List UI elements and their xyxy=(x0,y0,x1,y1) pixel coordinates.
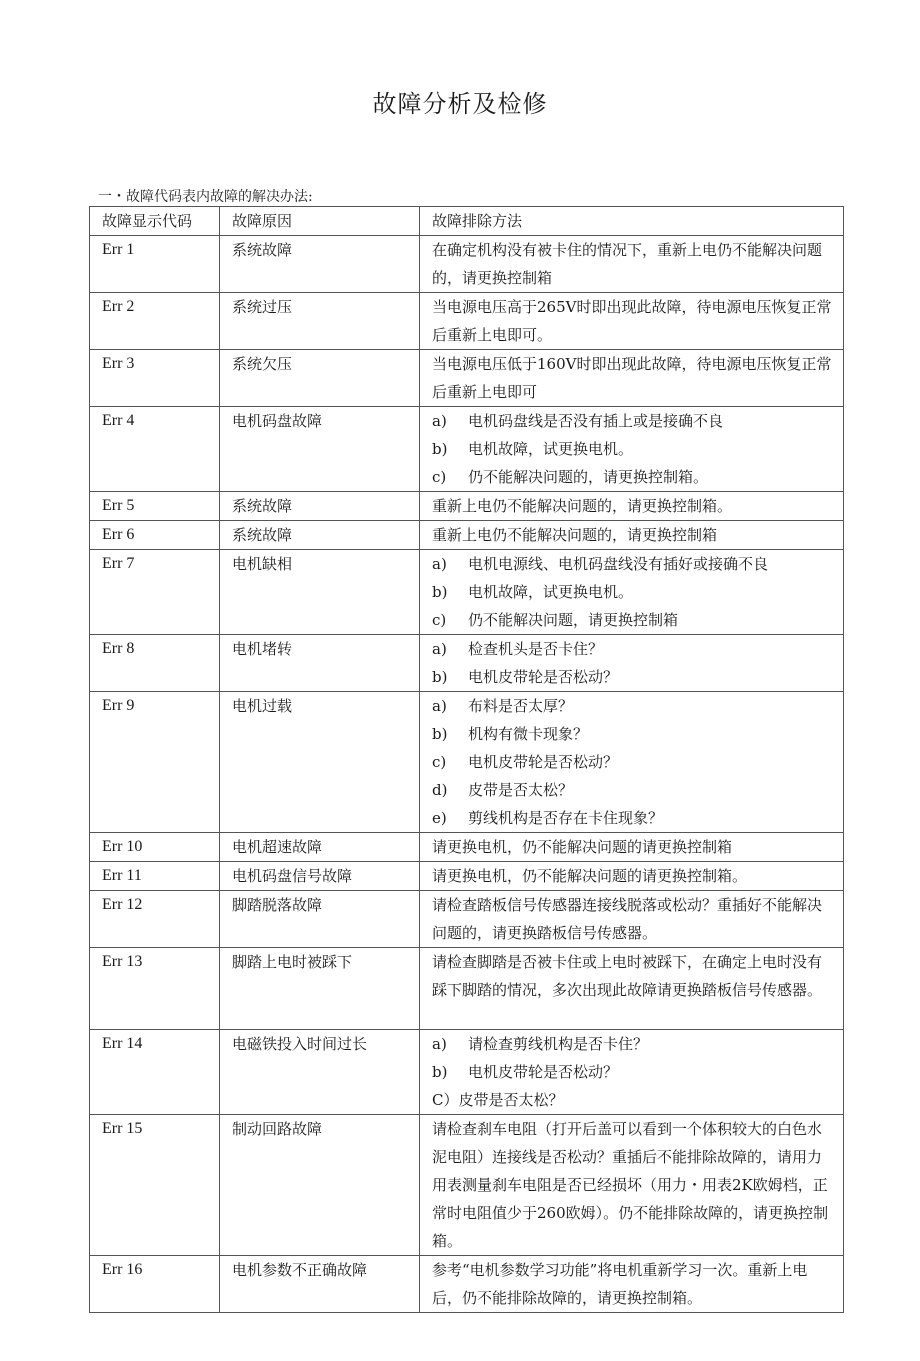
solution-item-text: 请检查剪线机构是否卡住？ xyxy=(468,1035,649,1053)
fault-solution: 请更换电机，仍不能解决问题的请更换控制箱 xyxy=(420,833,844,862)
fault-solution: 请检查踏板信号传感器连接线脱落或松动？重插好不能解决问题的，请更换踏板信号传感器。 xyxy=(420,891,844,948)
fault-cause: 电机过载 xyxy=(220,692,420,833)
fault-code: Err 13 xyxy=(90,948,220,1030)
fault-cause: 电磁铁投入时间过长 xyxy=(220,1030,420,1115)
solution-item xyxy=(432,407,835,435)
table-row xyxy=(90,492,844,521)
solution-item-text: 电机电源线、电机码盘线没有插好或接确不良 xyxy=(468,555,769,573)
fault-cause: 系统故障 xyxy=(220,492,420,521)
fault-cause: 脚踏脱落故障 xyxy=(220,891,420,948)
solution-item xyxy=(432,663,835,691)
header-solution: 故障排除方法 xyxy=(420,207,844,236)
solution-item-text: 仍不能解决问题，请更换控制箱 xyxy=(468,611,679,629)
fault-solution: 在确定机构没有被卡住的情况下，重新上电仍不能解决问题的，请更换控制箱 xyxy=(420,236,844,293)
solution-item-text: 电机皮带轮是否松动？ xyxy=(468,753,619,771)
solution-item-text: 皮带是否太松？ xyxy=(468,781,574,799)
section-heading: 一・故障代码表内故障的解决办法: xyxy=(98,189,313,205)
fault-cause: 系统故障 xyxy=(220,521,420,550)
table-body xyxy=(90,236,844,1313)
solution-item-label: a) xyxy=(432,412,447,430)
table-row xyxy=(90,550,844,635)
solution-item xyxy=(432,550,835,578)
table-header-row xyxy=(90,207,844,236)
solution-item xyxy=(432,748,835,776)
table-row xyxy=(90,1256,844,1313)
solution-item-label: C） xyxy=(432,1091,459,1109)
solution-item-label: c) xyxy=(432,611,447,629)
table-row xyxy=(90,236,844,293)
fault-solution xyxy=(420,692,844,833)
solution-item-text: 电机皮带轮是否松动？ xyxy=(468,668,619,686)
fault-solution: 参考“电机参数学习功能”将电机重新学习一次。重新上电后，仍不能排除故障的，请更换控制箱。 xyxy=(420,1256,844,1313)
fault-code: Err 1 xyxy=(90,236,220,293)
solution-item-label: b) xyxy=(432,1063,448,1081)
solution-item-label: a) xyxy=(432,1035,447,1053)
table-row xyxy=(90,1115,844,1256)
solution-item-label: c) xyxy=(432,753,447,771)
solution-item xyxy=(432,1058,835,1086)
solution-item xyxy=(432,1030,835,1058)
solution-item-text: 检查机头是否卡住？ xyxy=(468,640,604,658)
table-row xyxy=(90,635,844,692)
solution-item-text: 电机皮带轮是否松动？ xyxy=(468,1063,619,1081)
fault-solution: 重新上电仍不能解决问题的，请更换控制箱 xyxy=(420,521,844,550)
solution-item-text: 电机故障，试更换电机。 xyxy=(468,440,634,458)
fault-code: Err 10 xyxy=(90,833,220,862)
table-row xyxy=(90,948,844,1030)
solution-item xyxy=(432,804,835,832)
fault-code: Err 7 xyxy=(90,550,220,635)
solution-item xyxy=(432,435,835,463)
solution-item xyxy=(432,578,835,606)
solution-item xyxy=(432,692,835,720)
fault-cause: 电机参数不正确故障 xyxy=(220,1256,420,1313)
fault-cause: 系统故障 xyxy=(220,236,420,293)
fault-code: Err 5 xyxy=(90,492,220,521)
fault-code: Err 14 xyxy=(90,1030,220,1115)
fault-code-table xyxy=(89,206,844,1313)
solution-item-label: b) xyxy=(432,725,448,743)
solution-item-text: 剪线机构是否存在卡住现象？ xyxy=(468,809,664,827)
header-cause: 故障原因 xyxy=(220,207,420,236)
fault-code: Err 4 xyxy=(90,407,220,492)
table-row xyxy=(90,833,844,862)
fault-cause: 电机缺相 xyxy=(220,550,420,635)
fault-cause: 电机堵转 xyxy=(220,635,420,692)
table-row xyxy=(90,293,844,350)
solution-item-text: 仍不能解决问题的，请更换控制箱。 xyxy=(468,468,709,486)
solution-item xyxy=(432,606,835,634)
table-row xyxy=(90,407,844,492)
fault-code: Err 15 xyxy=(90,1115,220,1256)
table-row xyxy=(90,891,844,948)
solution-item-label: a) xyxy=(432,555,447,573)
fault-code: Err 11 xyxy=(90,862,220,891)
fault-cause: 电机码盘故障 xyxy=(220,407,420,492)
fault-code: Err 2 xyxy=(90,293,220,350)
table-row xyxy=(90,350,844,407)
solution-item-label: d) xyxy=(432,781,448,799)
fault-solution xyxy=(420,550,844,635)
solution-item-text: 机构有微卡现象？ xyxy=(468,725,589,743)
solution-item xyxy=(432,463,835,491)
solution-item-text: 布料是否太厚？ xyxy=(468,697,574,715)
fault-cause: 制动回路故障 xyxy=(220,1115,420,1256)
fault-solution: 请检查脚踏是否被卡住或上电时被踩下，在确定上电时没有踩下脚踏的情况，多次出现此故障请更换踏板信号传感器。 xyxy=(420,948,844,1030)
fault-cause: 脚踏上电时被踩下 xyxy=(220,948,420,1030)
fault-code: Err 12 xyxy=(90,891,220,948)
fault-solution xyxy=(420,407,844,492)
fault-solution: 请更换电机，仍不能解决问题的请更换控制箱。 xyxy=(420,862,844,891)
solution-item-label: e) xyxy=(432,809,447,827)
solution-item-label: b) xyxy=(432,668,448,686)
fault-code: Err 8 xyxy=(90,635,220,692)
solution-item xyxy=(432,776,835,804)
fault-solution: 请检查刹车电阻（打开后盖可以看到一个体积较大的白色水泥电阻）连接线是否松动？重插后不能排除故障的，请用力用表测量刹车电阻是否已经损坏（用力・用表2K欧姆档，正常时电阻值少于260欧姆）。仍不能排除故障的，请更换控制箱。 xyxy=(420,1115,844,1256)
solution-item-label: a) xyxy=(432,640,447,658)
solution-item-text: 皮带是否太松？ xyxy=(458,1091,564,1109)
fault-cause: 系统过压 xyxy=(220,293,420,350)
fault-solution: 当电源电压高于265V时即出现此故障，待电源电压恢复正常后重新上电即可。 xyxy=(420,293,844,350)
fault-solution xyxy=(420,635,844,692)
solution-item-text: 电机故障，试更换电机。 xyxy=(468,583,634,601)
fault-cause: 电机超速故障 xyxy=(220,833,420,862)
fault-solution xyxy=(420,1030,844,1115)
fault-code: Err 9 xyxy=(90,692,220,833)
solution-item-label: c) xyxy=(432,468,447,486)
table-row xyxy=(90,521,844,550)
fault-cause: 电机码盘信号故障 xyxy=(220,862,420,891)
solution-item-text: 电机码盘线是否没有插上或是接确不良 xyxy=(468,412,724,430)
solution-item-label: b) xyxy=(432,583,448,601)
fault-cause: 系统欠压 xyxy=(220,350,420,407)
solution-item xyxy=(432,635,835,663)
table-row xyxy=(90,1030,844,1115)
table-row xyxy=(90,862,844,891)
fault-code: Err 3 xyxy=(90,350,220,407)
page-title: 故障分析及检修 xyxy=(372,90,548,118)
solution-item-label: b) xyxy=(432,440,448,458)
solution-item xyxy=(432,720,835,748)
solution-item xyxy=(432,1086,835,1114)
fault-solution: 重新上电仍不能解决问题的，请更换控制箱。 xyxy=(420,492,844,521)
fault-code: Err 16 xyxy=(90,1256,220,1313)
fault-code: Err 6 xyxy=(90,521,220,550)
solution-item-label: a) xyxy=(432,697,447,715)
fault-solution: 当电源电压低于160V时即出现此故障，待电源电压恢复正常后重新上电即可 xyxy=(420,350,844,407)
table-row xyxy=(90,692,844,833)
header-code: 故障显示代码 xyxy=(90,207,220,236)
